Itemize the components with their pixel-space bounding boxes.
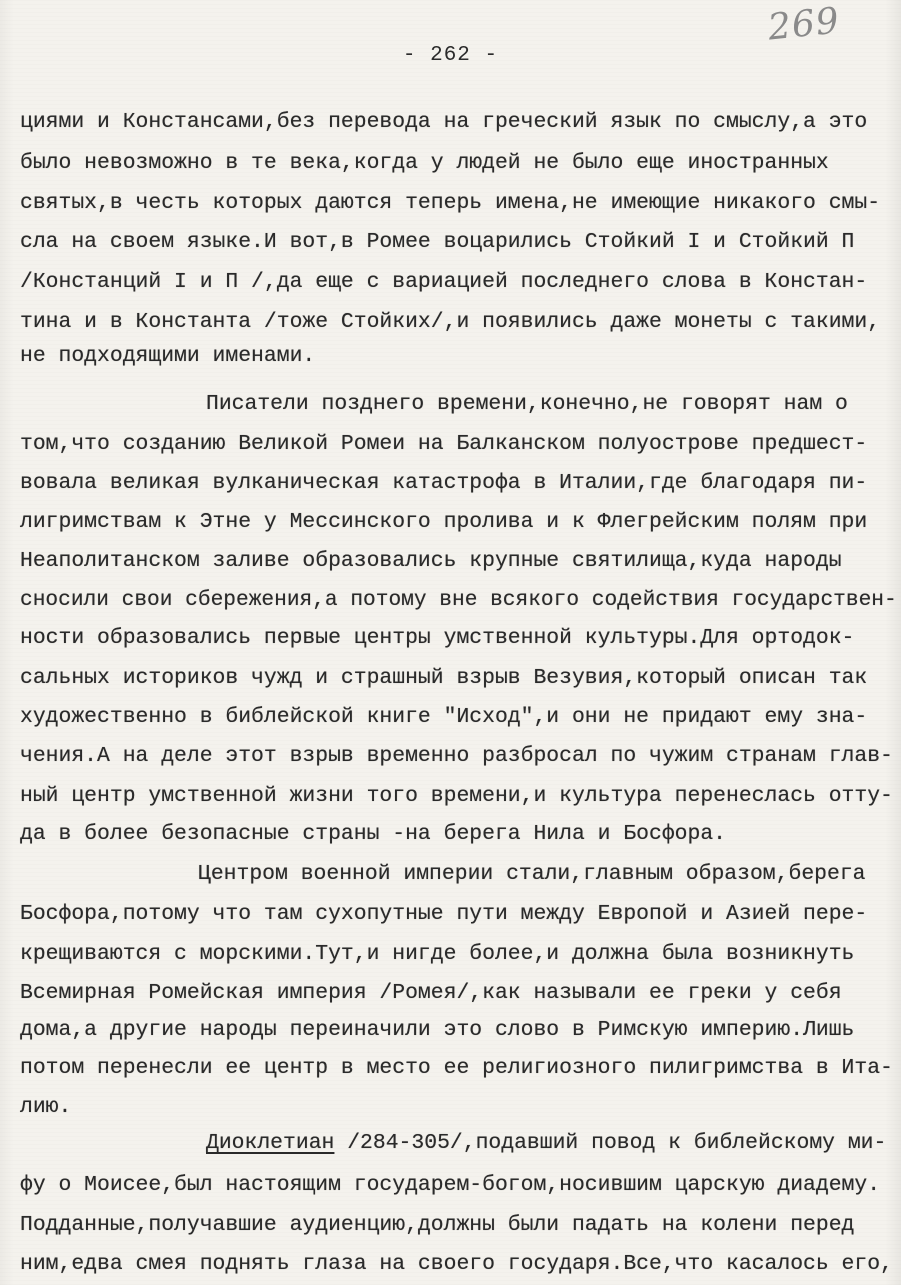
text-line: не подходящими именами. xyxy=(20,344,316,368)
text-line: том,что созданию Великой Ромеи на Балканском полуострове предшест- xyxy=(20,432,868,456)
text-line: да в более безопасные страны -на берега Нила и Босфора. xyxy=(20,822,727,846)
text-line: святых,в честь которых даются теперь имена,не имеющие никакого смы- xyxy=(20,191,881,215)
text-line: Центром военной империи стали,главным образом,берега xyxy=(198,862,866,886)
page-number: - 262 - xyxy=(402,44,499,67)
text-line: фу о Моисее,был настоящим государем-богом,носившим царскую диадему. xyxy=(20,1173,881,1197)
text-line: тина и в Константа /тоже Стойких/,и появились даже монеты с такими, xyxy=(20,310,881,334)
text-line: ним,едва смея поднять глаза на своего государя.Все,что касалось его, xyxy=(20,1252,893,1276)
text-line: ный центр умственной жизни того времени,и культура перенеслась отту- xyxy=(20,784,893,808)
heading-rest: /284-305/,подавший повод к библейскому ми- xyxy=(334,1131,887,1155)
text-line: Подданные,получавшие аудиенцию,должны были падать на колени перед xyxy=(20,1213,855,1237)
text-line: Всемирная Ромейская империя /Ромея/,как называли ее греки у себя xyxy=(20,981,842,1005)
heading-name: Диоклетиан xyxy=(206,1131,335,1155)
text-line: ности образовались первые центры умственной культуры.Для ортодок- xyxy=(20,626,855,650)
text-line: лигримствам к Этне у Мессинского пролива и к Флегрейским полям при xyxy=(20,510,868,534)
text-line: лию. xyxy=(20,1095,72,1119)
text-line: Неаполитанском заливе образовались крупные святилища,куда народы xyxy=(20,549,842,573)
text-line: чения.А на деле этот взрыв временно разбросал по чужим странам глав- xyxy=(20,744,893,768)
text-line: циями и Констансами,без перевода на греческий язык по смыслу,а это xyxy=(20,110,868,134)
text-line: сальных историков чужд и страшный взрыв Везувия,который описан так xyxy=(20,666,868,690)
text-line: /Констанций I и П /,да еще с вариацией последнего слова в Констан- xyxy=(20,270,868,294)
text-line: сла на своем языке.И вот,в Ромее воцарились Стойкий I и Стойкий П xyxy=(20,230,855,254)
text-line: крещиваются с морскими.Тут,и нигде более,и должна была возникнуть xyxy=(20,942,855,966)
archive-page-number: 269 xyxy=(766,0,842,49)
text-line: художественно в библейской книге "Исход",и они не придают ему зна- xyxy=(20,705,868,729)
text-line: Писатели позднего времени,конечно,не говорят нам о xyxy=(206,392,848,416)
text-line: было невозможно в те века,когда у людей не было еще иностранных xyxy=(20,151,829,175)
text-line: вовала великая вулканическая катастрофа в Италии,где благодаря пи- xyxy=(20,471,868,495)
text-line: Босфора,потому что там сухопутные пути между Европой и Азией пере- xyxy=(20,902,868,926)
text-line: сносили свои сбережения,а потому вне всякого содействия государствен- xyxy=(20,588,897,612)
text-line: потом перенесли ее центр в место ее религиозного пилигримства в Ита- xyxy=(20,1056,893,1080)
text-line xyxy=(206,1124,886,1162)
text-line: дома,а другие народы переиначили это слово в Римскую империю.Лишь xyxy=(20,1018,855,1042)
